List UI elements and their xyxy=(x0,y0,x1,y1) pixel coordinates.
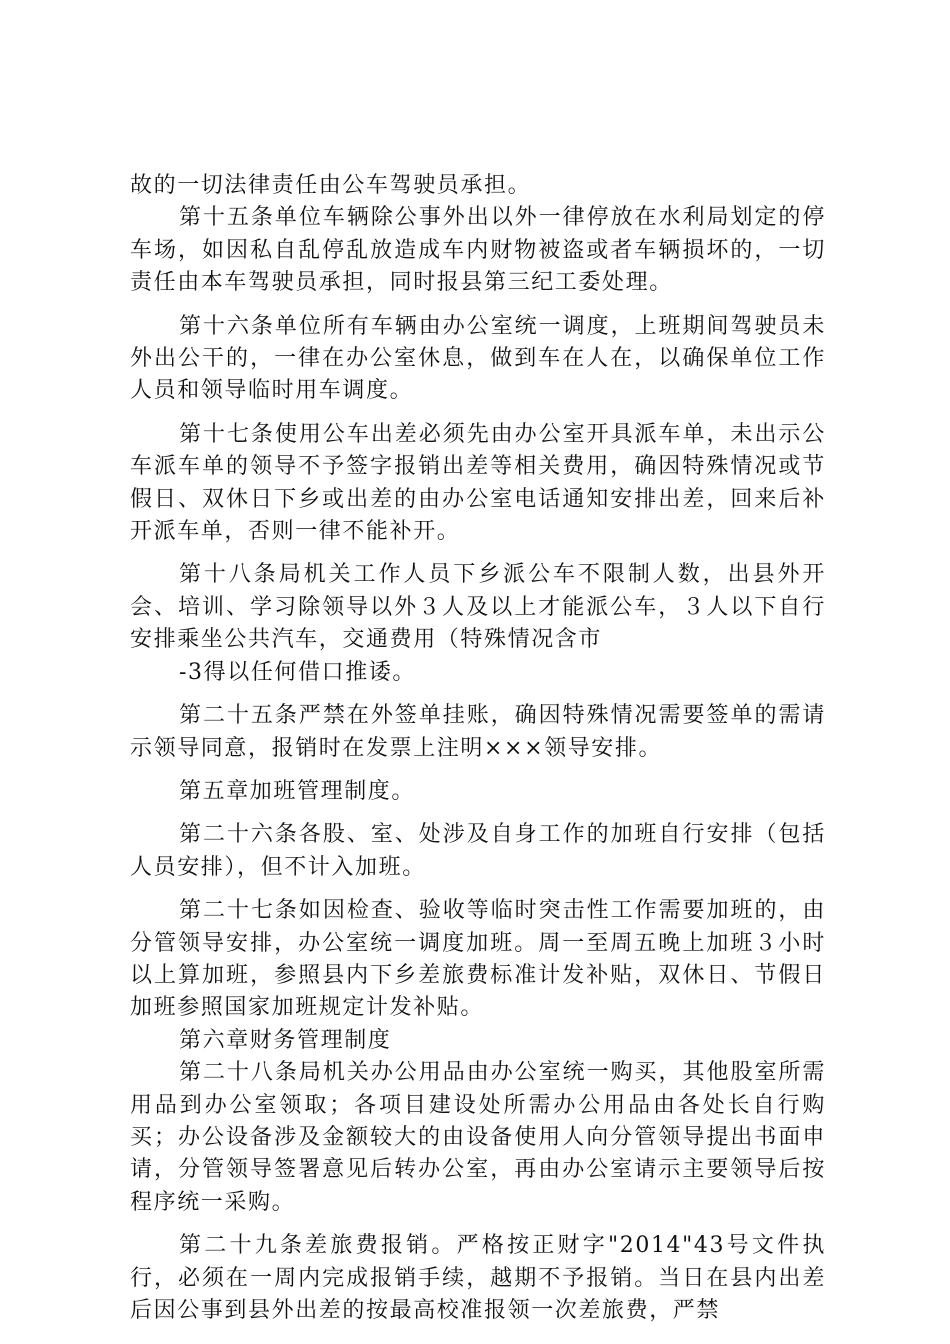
paragraph-article-29: 第二十九条差旅费报销。严格按正财字"2014"43号文件执行，必须在一周内完成报销手续，越期不予报销。当日在县内出差后因公事到县外出差的按最高校准报领一次差旅费，严禁 xyxy=(130,1233,826,1323)
paragraph-article-25: 第二十五条严禁在外签单挂账，确因特殊情况需要签单的需请示领导同意，报销时在发票上注明×××领导安排。 xyxy=(130,703,826,761)
paragraph-article-28: 第二十八条局机关办公用品由办公室统一购买，其他股室所需用品到办公室领取；各项目建设处所需办公用品由各处长自行购买；办公设备涉及金额较大的由设备使用人向分管领导提出书面申请，分管领导签署意见后转办公室，再由办公室请示主要领导后按程序统一采购。 xyxy=(130,1060,826,1215)
paragraph-continuation: 故的一切法律责任由公车驾驶员承担。 xyxy=(130,173,532,198)
chapter-heading-6: 第六章财务管理制度 xyxy=(179,1027,392,1053)
paragraph-article-27: 第二十七条如因检查、验收等临时突击性工作需要加班的，由分管领导安排，办公室统一调度加班。周一至周五晚上加班３小时以上算加班，参照县内下乡差旅费标准计发补贴，双休日、节假日加班参照国家加班规定计发补贴。 xyxy=(130,898,826,1021)
chapter-heading-5: 第五章加班管理制度。 xyxy=(179,778,416,804)
paragraph-article-17: 第十七条使用公车出差必须先由办公室开具派车单，未出示公车派车单的领导不予签字报销出差等相关费用，确因特殊情况或节假日、双休日下乡或出差的由办公室电话通知安排出差，回来后补开派车单，否则一律不能补开。 xyxy=(130,421,826,545)
paragraph-fragment: -3得以任何借口推诿。 xyxy=(179,659,417,685)
paragraph-article-18: 第十八条局机关工作人员下乡派公车不限制人数，出县外开会、培训、学习除领导以外３人及以上才能派公车，３人以下自行安排乘坐公共汽车，交通费用（特殊情况含市 xyxy=(130,562,826,653)
paragraph-article-15: 第十五条单位车辆除公事外出以外一律停放在水利局划定的停车场，如因私自乱停乱放造成车内财物被盗或者车辆损坏的，一切责任由本车驾驶员承担，同时报县第三纪工委处理。 xyxy=(130,205,826,296)
document-body xyxy=(130,170,826,1327)
paragraph-article-16: 第十六条单位所有车辆由办公室统一调度，上班期间驾驶员未外出公干的，一律在办公室休息，做到车在人在，以确保单位工作人员和领导临时用车调度。 xyxy=(130,313,826,404)
paragraph-article-26: 第二十六条各股、室、处涉及自身工作的加班自行安排（包括人员安排），但不计入加班。 xyxy=(130,822,826,880)
